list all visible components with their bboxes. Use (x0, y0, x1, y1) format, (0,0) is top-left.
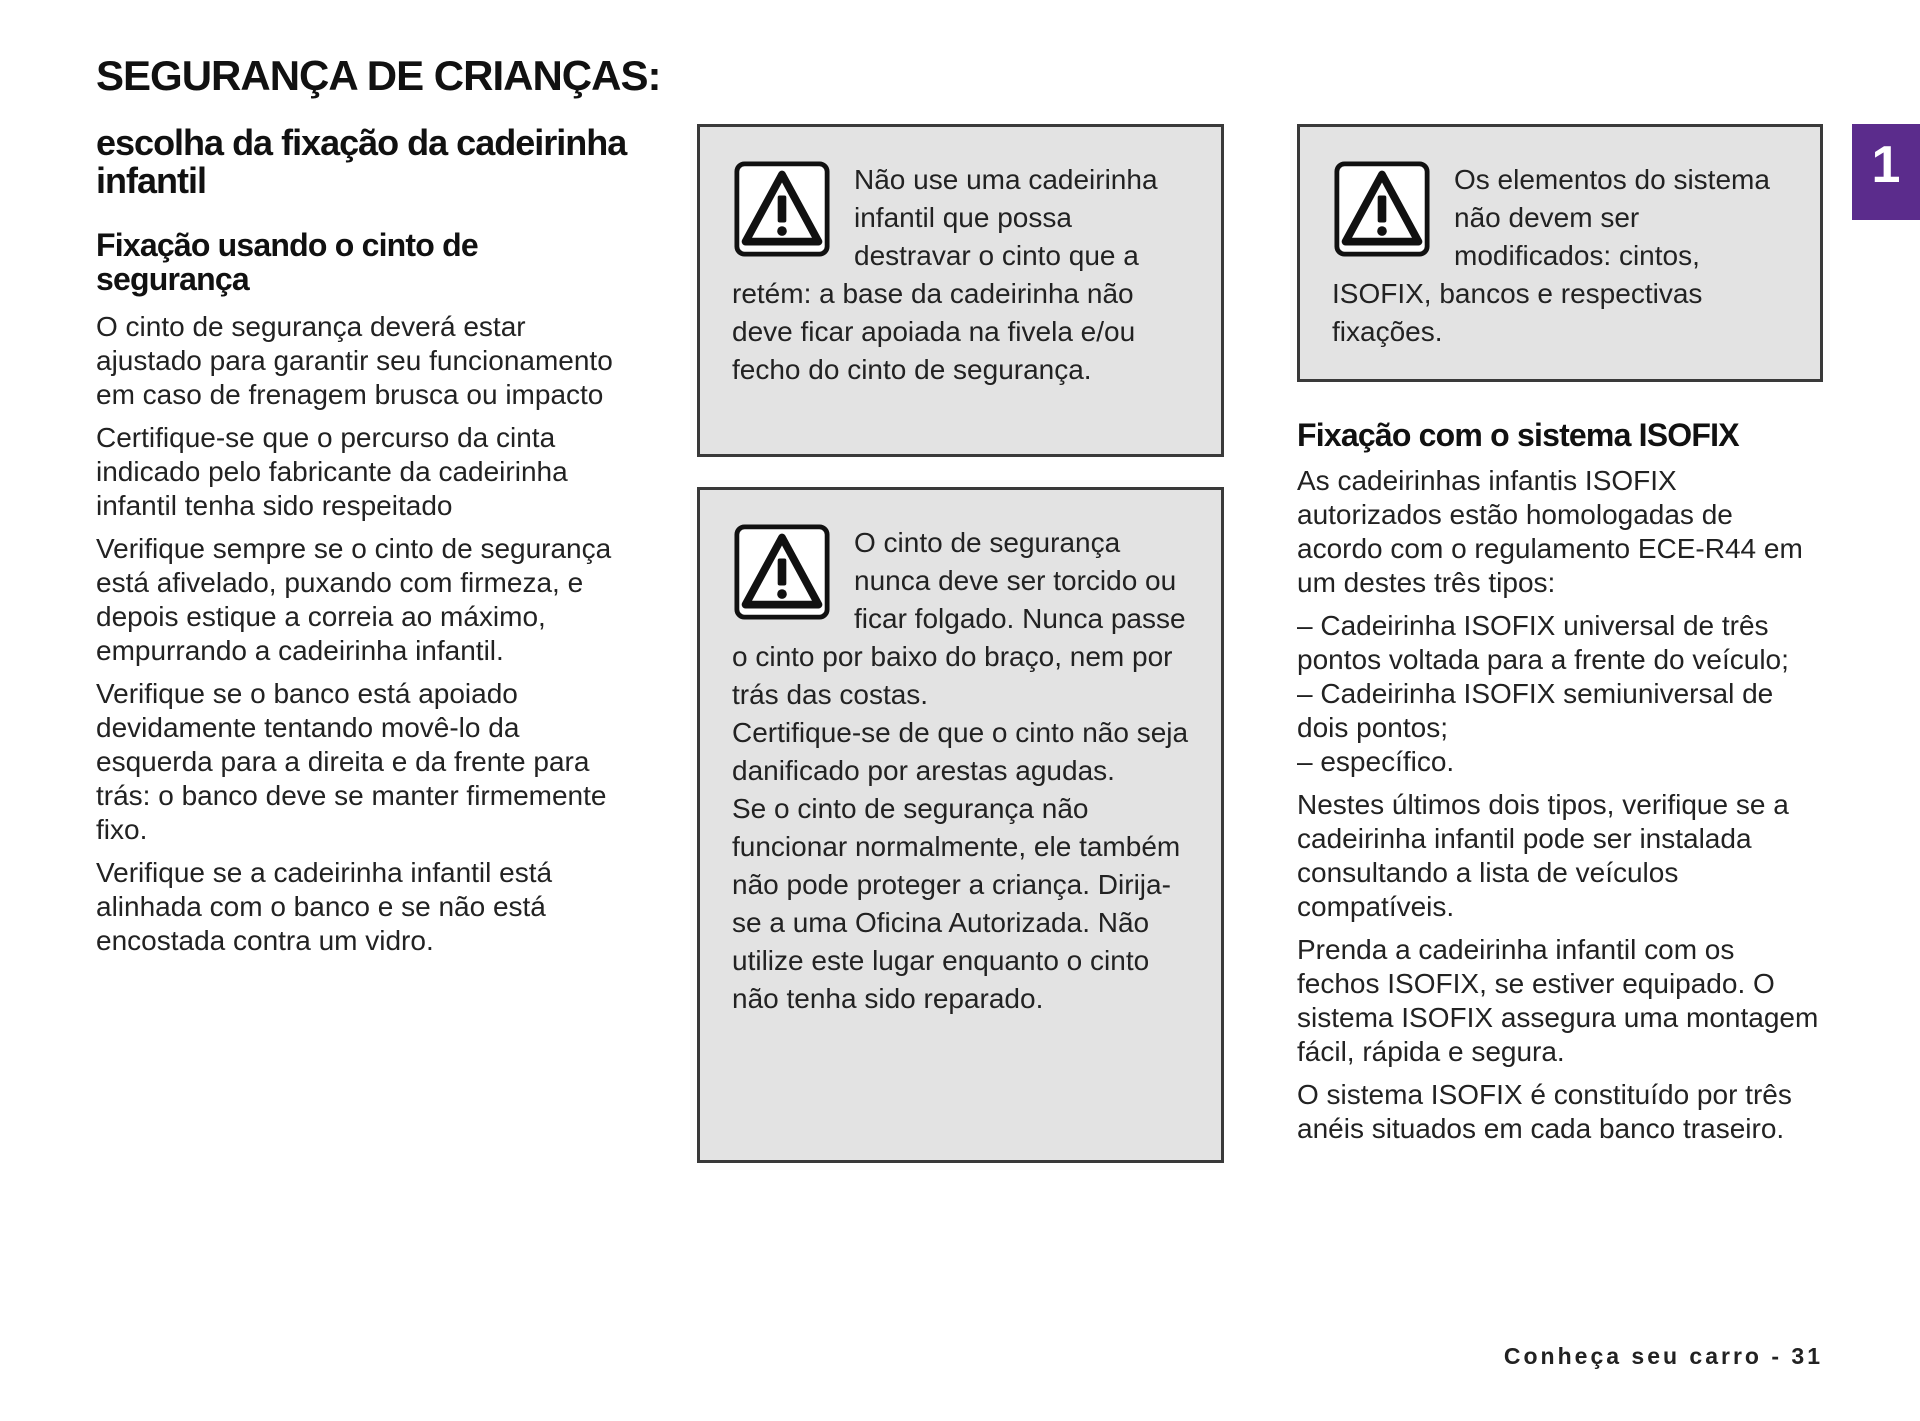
right-column (1297, 124, 1823, 1155)
seatbelt-heading: Fixação usando o cinto de segurança (96, 227, 478, 297)
warning-text: Se o cinto de segurança não funcionar normalmente, ele também não pode proteger a criança. Dirija-se a uma Oficina Autorizada. Não utilize este lugar enquanto o cinto não tenha sido reparado. (732, 793, 1181, 1014)
warning-triangle-icon (1334, 161, 1430, 257)
warning-triangle-icon (734, 161, 830, 257)
paragraph: Verifique se o banco está apoiado devidamente tentando movê-lo da esquerda para a direita e da frente para trás: o banco deve se manter firmemente fixo. (96, 678, 607, 845)
warning-text: Os elementos do sistema não devem ser modificados: cintos, ISOFIX, bancos e respectivas fixações. (1332, 164, 1770, 347)
paragraph: O cinto de segurança deverá estar ajustado para garantir seu funcionamento em caso de frenagem brusca ou impacto (96, 311, 613, 410)
warning-text: Não use uma cadeirinha infantil que possa destravar o cinto que a retém: a base da cadeirinha não deve ficar apoiada na fivela e/ou fecho do cinto de segurança. (732, 164, 1158, 385)
paragraph: Verifique se a cadeirinha infantil está alinhada com o banco e se não está encostada contra um vidro. (96, 857, 553, 956)
paragraph: Certifique-se que o percurso da cinta indicado pelo fabricante da cadeirinha infantil tenha sido respeitado (96, 422, 568, 521)
paragraph: Nestes últimos dois tipos, verifique se a cadeirinha infantil pode ser instalada consultando a lista de veículos compatíveis. (1297, 789, 1789, 922)
warning-box (697, 487, 1224, 1163)
left-column (96, 124, 636, 967)
warning-text: O cinto de segurança nunca deve ser torcido ou ficar folgado. Nunca passe o cinto por baixo do braço, nem por trás das costas. (732, 527, 1186, 710)
page-title: SEGURANÇA DE CRIANÇAS: (96, 52, 661, 99)
warning-box (1297, 124, 1823, 382)
list-item: – Cadeirinha ISOFIX semiuniversal de dois pontos; (1297, 678, 1774, 743)
list-item: – Cadeirinha ISOFIX universal de três pontos voltada para a frente do veículo; (1297, 610, 1789, 675)
paragraph: Verifique sempre se o cinto de segurança está afivelado, puxando com firmeza, e depois estique a correia ao máximo, empurrando a cadeirinha infantil. (96, 533, 612, 666)
paragraph: Prenda a cadeirinha infantil com os fechos ISOFIX, se estiver equipado. O sistema ISOFIX assegura uma montagem fácil, rápida e segura. (1297, 934, 1819, 1067)
list-item: – específico. (1297, 746, 1455, 777)
paragraph: O sistema ISOFIX é constituído por três anéis situados em cada banco traseiro. (1297, 1079, 1792, 1144)
warning-text: Certifique-se de que o cinto não seja danificado por arestas agudas. (732, 717, 1189, 786)
page-footer: Conheça seu carro - 31 (1503, 1343, 1823, 1369)
paragraph: As cadeirinhas infantis ISOFIX autorizados estão homologadas de acordo com o regulamento ECE-R44 em um destes três tipos: (1297, 465, 1803, 598)
chapter-tab: 1 (1852, 124, 1920, 220)
middle-column (697, 124, 1224, 1163)
warning-box (697, 124, 1224, 457)
warning-triangle-icon (734, 524, 830, 620)
isofix-heading: Fixação com o sistema ISOFIX (1297, 417, 1739, 453)
section-subtitle: escolha da fixação da cadeirinha infantil (96, 122, 627, 201)
